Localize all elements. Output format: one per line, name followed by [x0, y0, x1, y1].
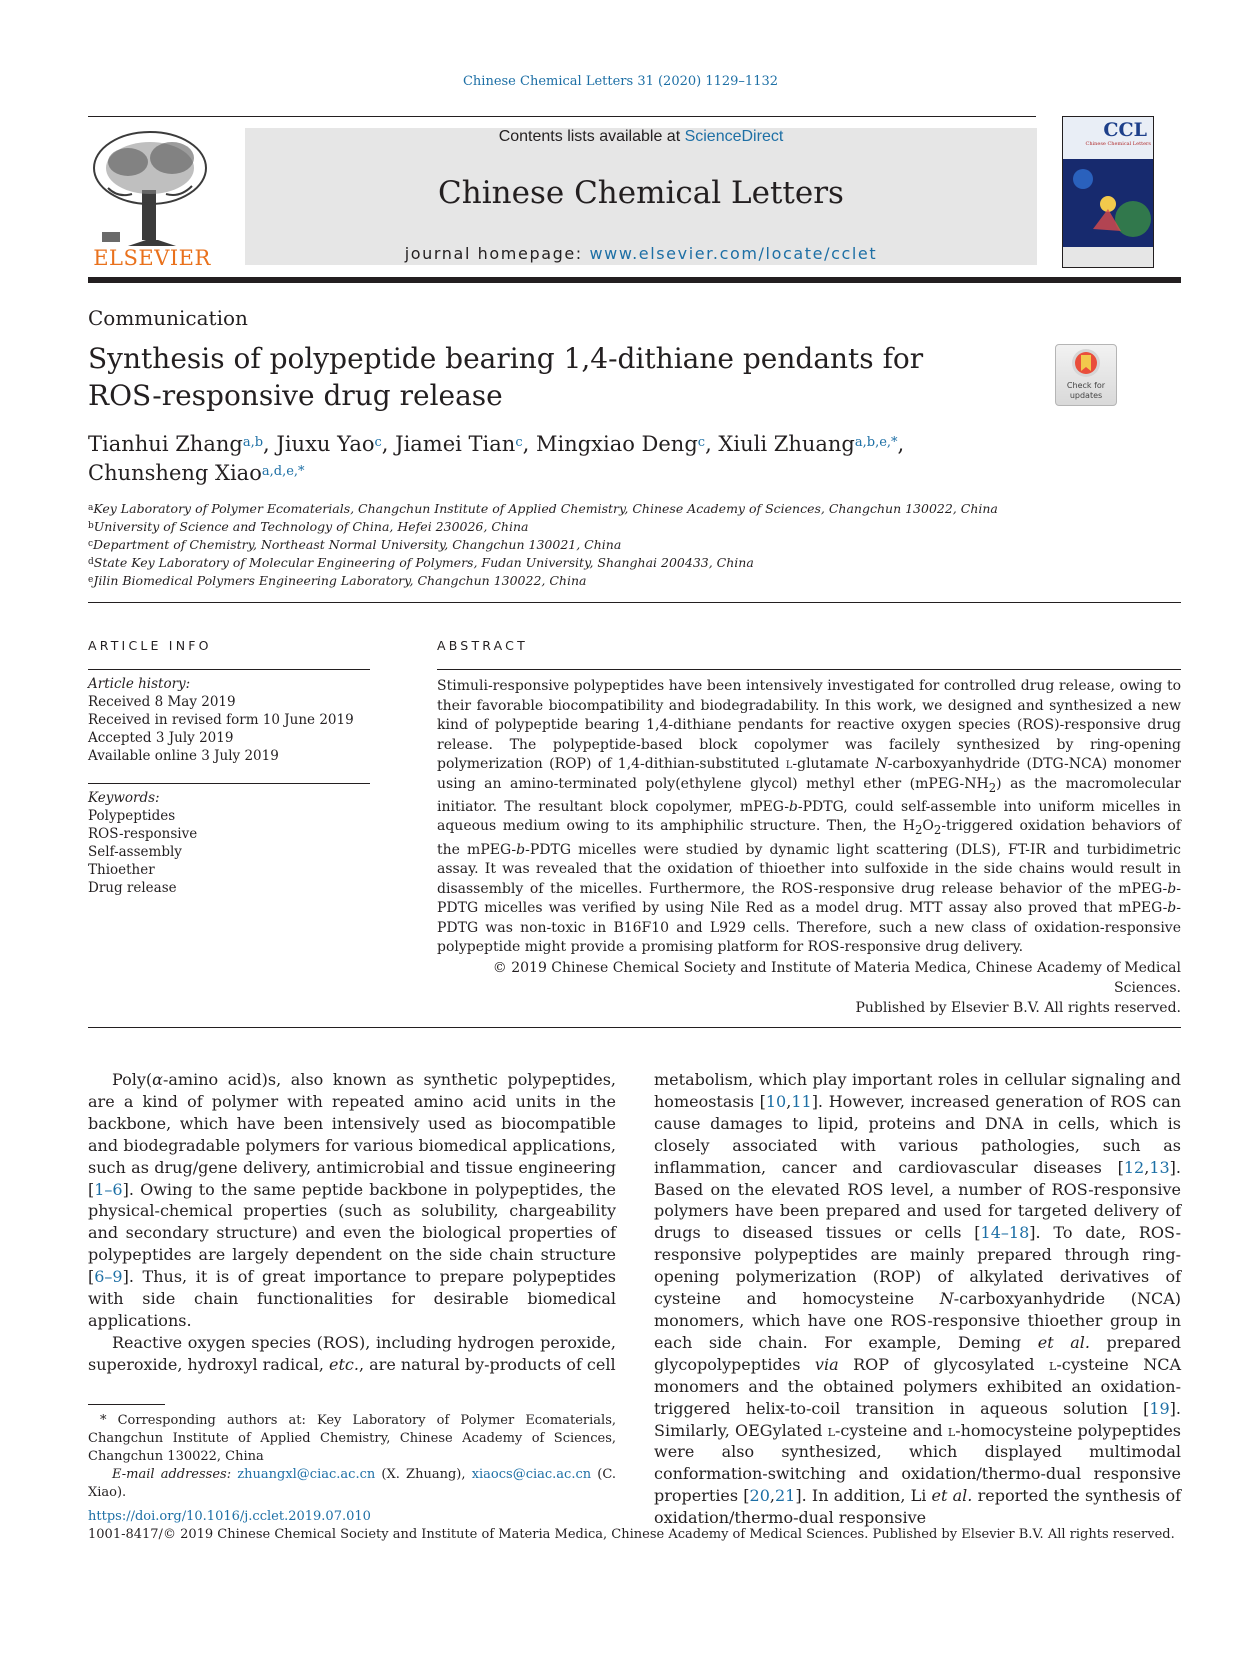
- corresponding-author-footnote: [88, 1412, 616, 1502]
- author-affiliation-marker[interactable]: c: [515, 435, 523, 450]
- author: Tianhui Zhang$^{a,b}$,: [88, 432, 277, 456]
- abstract-heading: ABSTRACT: [437, 638, 528, 653]
- history-item: Accepted 3 July 2019: [88, 730, 234, 746]
- cover-title: CCL: [1103, 119, 1147, 141]
- body-rule: [88, 1027, 1181, 1028]
- keyword: Self-assembly: [88, 844, 182, 860]
- doi-link[interactable]: https://doi.org/10.1016/j.cclet.2019.07.010: [88, 1509, 371, 1524]
- affiliation-rule: [88, 602, 1181, 603]
- check-updates-label: Check for updates: [1066, 381, 1106, 400]
- citation-link[interactable]: 19: [1149, 1398, 1170, 1418]
- citation-link[interactable]: 11: [791, 1091, 812, 1111]
- footnote-rule: [88, 1404, 165, 1405]
- citation-link[interactable]: 1–6: [94, 1179, 123, 1199]
- footer-rights: 1001-8417/© 2019 Chinese Chemical Society and Institute of Materia Medica, Chinese Academy of Medical Sciences. Published by Elsevier B.V. All rights reserved.: [88, 1527, 1175, 1542]
- citation-link[interactable]: 14–18: [980, 1223, 1030, 1243]
- article-title: Synthesis of polypeptide bearing 1,4-dithiane pendants for ROS-responsive drug release: [88, 342, 924, 412]
- author: Jiamei Tian$^c$,: [395, 432, 536, 456]
- affiliation: $^e$Jilin Biomedical Polymers Engineering Laboratory, Changchun 130022, China: [88, 573, 587, 588]
- author-affiliation-marker[interactable]: a,d,e,*: [261, 464, 305, 479]
- citation-link[interactable]: 21: [775, 1486, 796, 1506]
- author-affiliation-marker[interactable]: c: [374, 435, 382, 450]
- keywords-label: Keywords:: [88, 790, 160, 806]
- author: Xiuli Zhuang$^{a,b,e,*}$,: [718, 432, 905, 456]
- check-for-updates-button[interactable]: [1055, 344, 1117, 406]
- article-history: [88, 675, 354, 765]
- body-paragraph: metabolism, which play important roles in cellular signaling and homeostasis [10,11]. However, increased generation of ROS can cause damages to lipid, proteins and DNA in cells, which is closely associated with various pathologies, such as inflammation, cancer and cardiovascular diseases [12,13]. Based on the elevated ROS level, a number of ROS-responsive polymers have been prepared and used for targeted delivery of drugs to diseased tissues or cells [14–18]. To date, ROS-responsive polypeptides are mainly prepared through ring-opening polymerization (ROP) of alkylated derivatives of cysteine and homocysteine N-carboxyanhydride (NCA) monomers, which have one ROS-responsive thioether group in each side chain. For example, Deming et al. prepared glycopolypeptides via ROP of glycosylated l-cysteine NCA monomers and the obtained polymers exhibited an oxidation-triggered helix-to-coil transition in aqueous solution [19]. Similarly, OEGylated l-cysteine and l-homocysteine polypeptides were also synthesized, which displayed multimodal conformation-switching and oxidation/thermo-dual responsive properties [20,21]. In addition, Li et al. reported the synthesis of oxidation/thermo-dual responsive: [654, 1070, 1182, 1528]
- abstract-rule: [437, 669, 1181, 670]
- article-info-heading: ARTICLE INFO: [88, 638, 212, 653]
- abstract-text: Stimuli-responsive polypeptides have been intensively investigated for controlled drug release, owing to their favorable biocompatibility and biodegradability. In this work, we designed and synthesized a new kind of polypeptide bearing 1,4-dithiane pendants for reactive oxygen species (ROS)-responsive drug release. The polypeptide-based block copolymer was facilely synthesized by ring-opening polymerization (ROP) of 1,4-dithian-substituted l-glutamate N-carboxyanhydride (DTG-NCA) monomer using an amino-terminated poly(ethylene glycol) methyl ether $(mPEG-NH_2)$ as the macromolecular initiator. The resultant block copolymer, mPEG-b-PDTG, could self-assemble into uniform micelles in aqueous medium owing to its amphiphilic structure. Then, the $H_2O_2$-triggered oxidation behaviors of the mPEG-b-PDTG micelles were studied by dynamic light scattering (DLS), FT-IR and turbidimetric assay. It was revealed that the oxidation of thioether into sulfoxide in the side chains would result in disassembly of the micelles. Furthermore, the ROS-responsive drug release behavior of the mPEG-b-PDTG micelles was verified by using Nile Red as a model drug. MTT assay also proved that mPEG-b-PDTG was non-toxic in B16F10 and L929 cells. Therefore, such a new class of oxidation-responsive polypeptide might provide a promising platform for ROS-responsive drug delivery.: [437, 678, 1181, 956]
- body-column-right: [654, 1069, 1181, 1529]
- copyright-line: Published by Elsevier B.V. All rights reserved.: [855, 1000, 1181, 1016]
- author-list: [88, 430, 1088, 488]
- citation-link[interactable]: 20: [749, 1486, 770, 1506]
- citation-link[interactable]: 10: [765, 1091, 787, 1111]
- author-affiliation-marker[interactable]: a,b: [242, 435, 264, 450]
- homepage-link[interactable]: www.elsevier.com/locate/cclet: [589, 244, 878, 263]
- abstract-copyright: [437, 958, 1181, 1018]
- cover-art-icon: [1063, 159, 1153, 267]
- citation-link[interactable]: 12: [1123, 1157, 1145, 1177]
- article-info-rule: [88, 669, 370, 670]
- header-thick-rule: [88, 277, 1181, 283]
- header-rule: [88, 116, 1036, 117]
- journal-homepage: journal homepage: www.elsevier.com/locate/cclet: [404, 244, 878, 263]
- author-affiliation-marker[interactable]: c: [697, 435, 706, 450]
- elsevier-wordmark: ELSEVIER: [93, 246, 211, 270]
- history-item: Received in revised form 10 June 2019: [88, 712, 354, 728]
- author-affiliation-marker[interactable]: a,b,e,*: [854, 435, 898, 450]
- keyword: ROS-responsive: [88, 826, 198, 842]
- keywords: [88, 789, 197, 897]
- history-item: Received 8 May 2019: [88, 694, 236, 710]
- history-item: Available online 3 July 2019: [88, 748, 279, 764]
- journal-title: Chinese Chemical Letters: [438, 175, 844, 211]
- history-label: Article history:: [88, 676, 191, 692]
- keyword: Polypeptides: [88, 808, 176, 824]
- body-paragraph: Poly(α-amino acid)s, also known as synthetic polypeptides, are a kind of polymer with repeated amino acid units in the backbone, which have been intensively used as biocompatible and biodegradable polymers for various biomedical applications, such as drug/gene delivery, antimicrobial and tissue engineering [1–6]. Owing to the same peptide backbone in polypeptides, the physical-chemical properties (such as solubility, chargeability and secondary structure) and even the biological properties of polypeptides are largely dependent on the side chain structure [6–9]. Thus, it is of great importance to prepare polypeptides with side chain functionalities for desirable biomedical applications.: [88, 1070, 616, 1330]
- body-column-left: [88, 1069, 616, 1376]
- journal-cover[interactable]: [1062, 116, 1154, 268]
- contents-line: Contents lists available at ScienceDirect: [498, 128, 784, 145]
- elsevier-logo: [88, 128, 216, 270]
- author: Chunsheng Xiao$^{a,d,e,*}$: [88, 461, 305, 485]
- bookmark-icon: [1056, 345, 1116, 381]
- keyword: Drug release: [88, 880, 177, 896]
- email-link[interactable]: zhuangxl@ciac.ac.cn: [237, 1467, 376, 1482]
- page-footer: [88, 1508, 1188, 1544]
- author: Jiuxu Yao$^c$,: [276, 432, 396, 456]
- citation-link[interactable]: 13: [1149, 1157, 1170, 1177]
- affiliation: $^b$University of Science and Technology of China, Hefei 230026, China: [88, 519, 529, 534]
- email-link[interactable]: xiaocs@ciac.ac.cn: [471, 1467, 592, 1482]
- citation-link[interactable]: 6–9: [94, 1267, 123, 1287]
- keyword: Thioether: [88, 862, 155, 878]
- footnote-emails: E-mail addresses: zhuangxl@ciac.ac.cn (X. Zhuang), xiaocs@ciac.ac.cn (C. Xiao).: [88, 1467, 616, 1500]
- copyright-line: © 2019 Chinese Chemical Society and Institute of Materia Medica, Chinese Academy of Medical Sciences.: [492, 960, 1181, 996]
- keywords-rule: [88, 783, 370, 784]
- affiliation: $^c$Department of Chemistry, Northeast Normal University, Changchun 130021, China: [88, 537, 622, 552]
- journal-reference[interactable]: Chinese Chemical Letters 31 (2020) 1129–1132: [462, 74, 779, 89]
- affiliation: $^a$Key Laboratory of Polymer Ecomaterials, Changchun Institute of Applied Chemistry, Chinese Academy of Sciences, Changchun 130022, China: [88, 501, 998, 516]
- sciencedirect-link[interactable]: ScienceDirect: [684, 128, 784, 145]
- footnote-text: * Corresponding authors at: Key Laboratory of Polymer Ecomaterials, Changchun Institute of Applied Chemistry, Chinese Academy of Sciences, Changchun 130022, China: [88, 1413, 616, 1464]
- cover-subtitle: Chinese Chemical Letters: [1085, 141, 1151, 147]
- author: Mingxiao Deng$^c$,: [535, 432, 719, 456]
- body-paragraph: Reactive oxygen species (ROS), including hydrogen peroxide, superoxide, hydroxyl radical, etc., are natural by-products of cell: [88, 1332, 616, 1374]
- affiliation-list: [88, 500, 1088, 590]
- affiliation: $^d$State Key Laboratory of Molecular Engineering of Polymers, Fudan University, Shanghai 200433, China: [88, 555, 754, 570]
- article-type: Communication: [88, 306, 248, 330]
